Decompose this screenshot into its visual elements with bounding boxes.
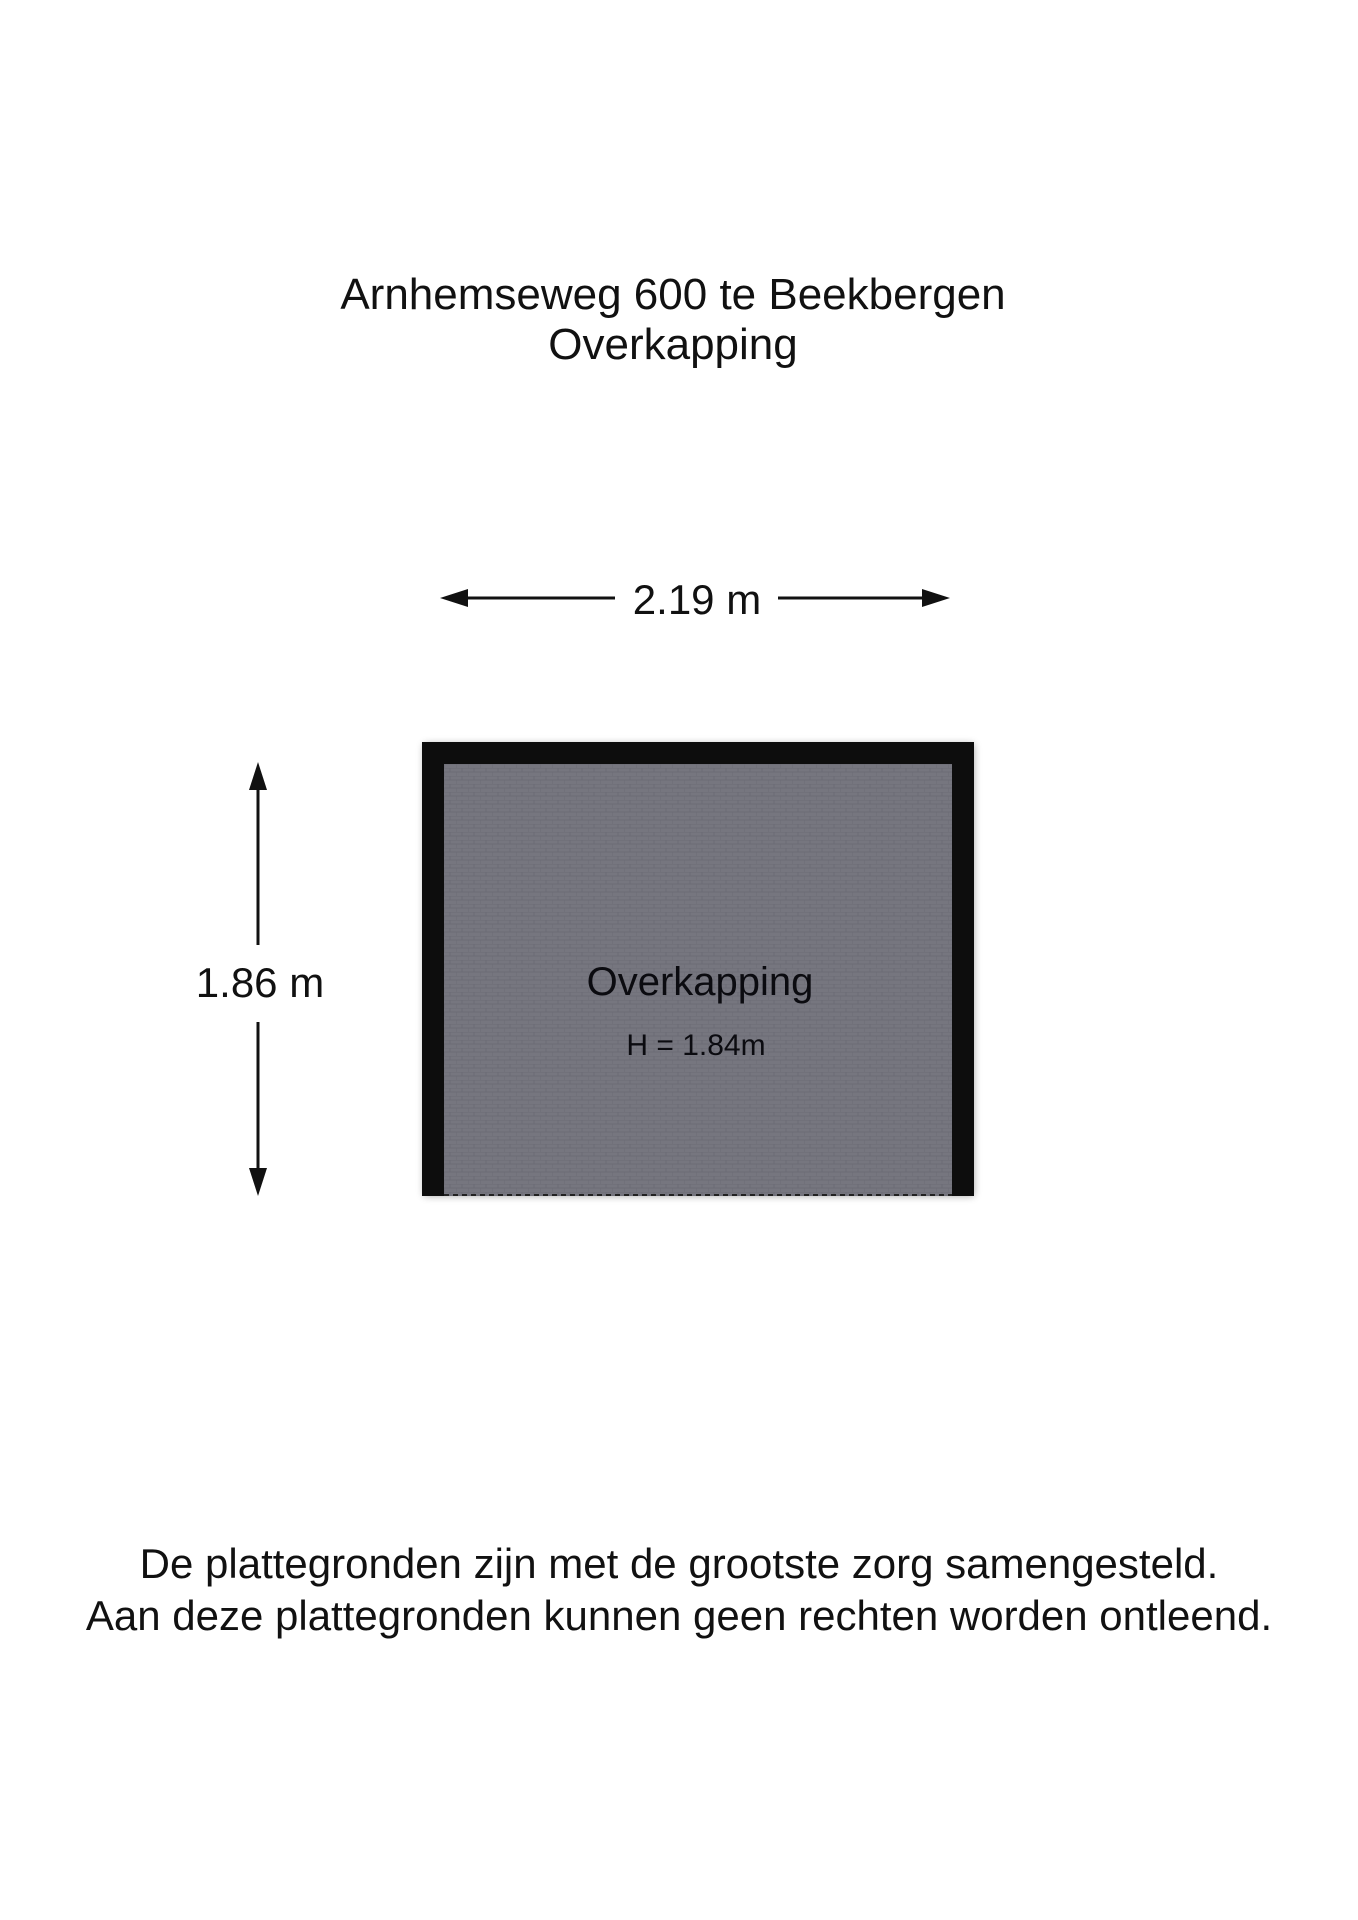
width-label: 2.19 m <box>632 576 762 623</box>
room-name: Overkapping <box>586 960 814 1004</box>
depth-label: 1.86 m <box>195 959 325 1006</box>
arrow-down-icon <box>249 1168 267 1196</box>
disclaimer-line-1: De plattegronden zijn met de grootste zorg samengesteld. <box>139 1540 1219 1587</box>
room-overkapping <box>422 742 974 1196</box>
disclaimer-line-2: Aan deze plattegronden kunnen geen rechten worden ontleend. <box>85 1592 1273 1639</box>
depth-dimension <box>196 762 324 1196</box>
wall-right <box>952 742 974 1196</box>
arrow-left-icon <box>440 589 468 607</box>
wall-top <box>422 742 974 764</box>
room-height: H = 1.84m <box>626 1029 766 1062</box>
width-dimension <box>440 576 950 623</box>
arrow-right-icon <box>922 589 950 607</box>
wall-left <box>422 742 444 1196</box>
floor-title: Overkapping <box>548 320 798 369</box>
disclaimer <box>0 1538 1358 1642</box>
arrow-up-icon <box>249 762 267 790</box>
address-title: Arnhemseweg 600 te Beekbergen <box>340 270 1006 319</box>
